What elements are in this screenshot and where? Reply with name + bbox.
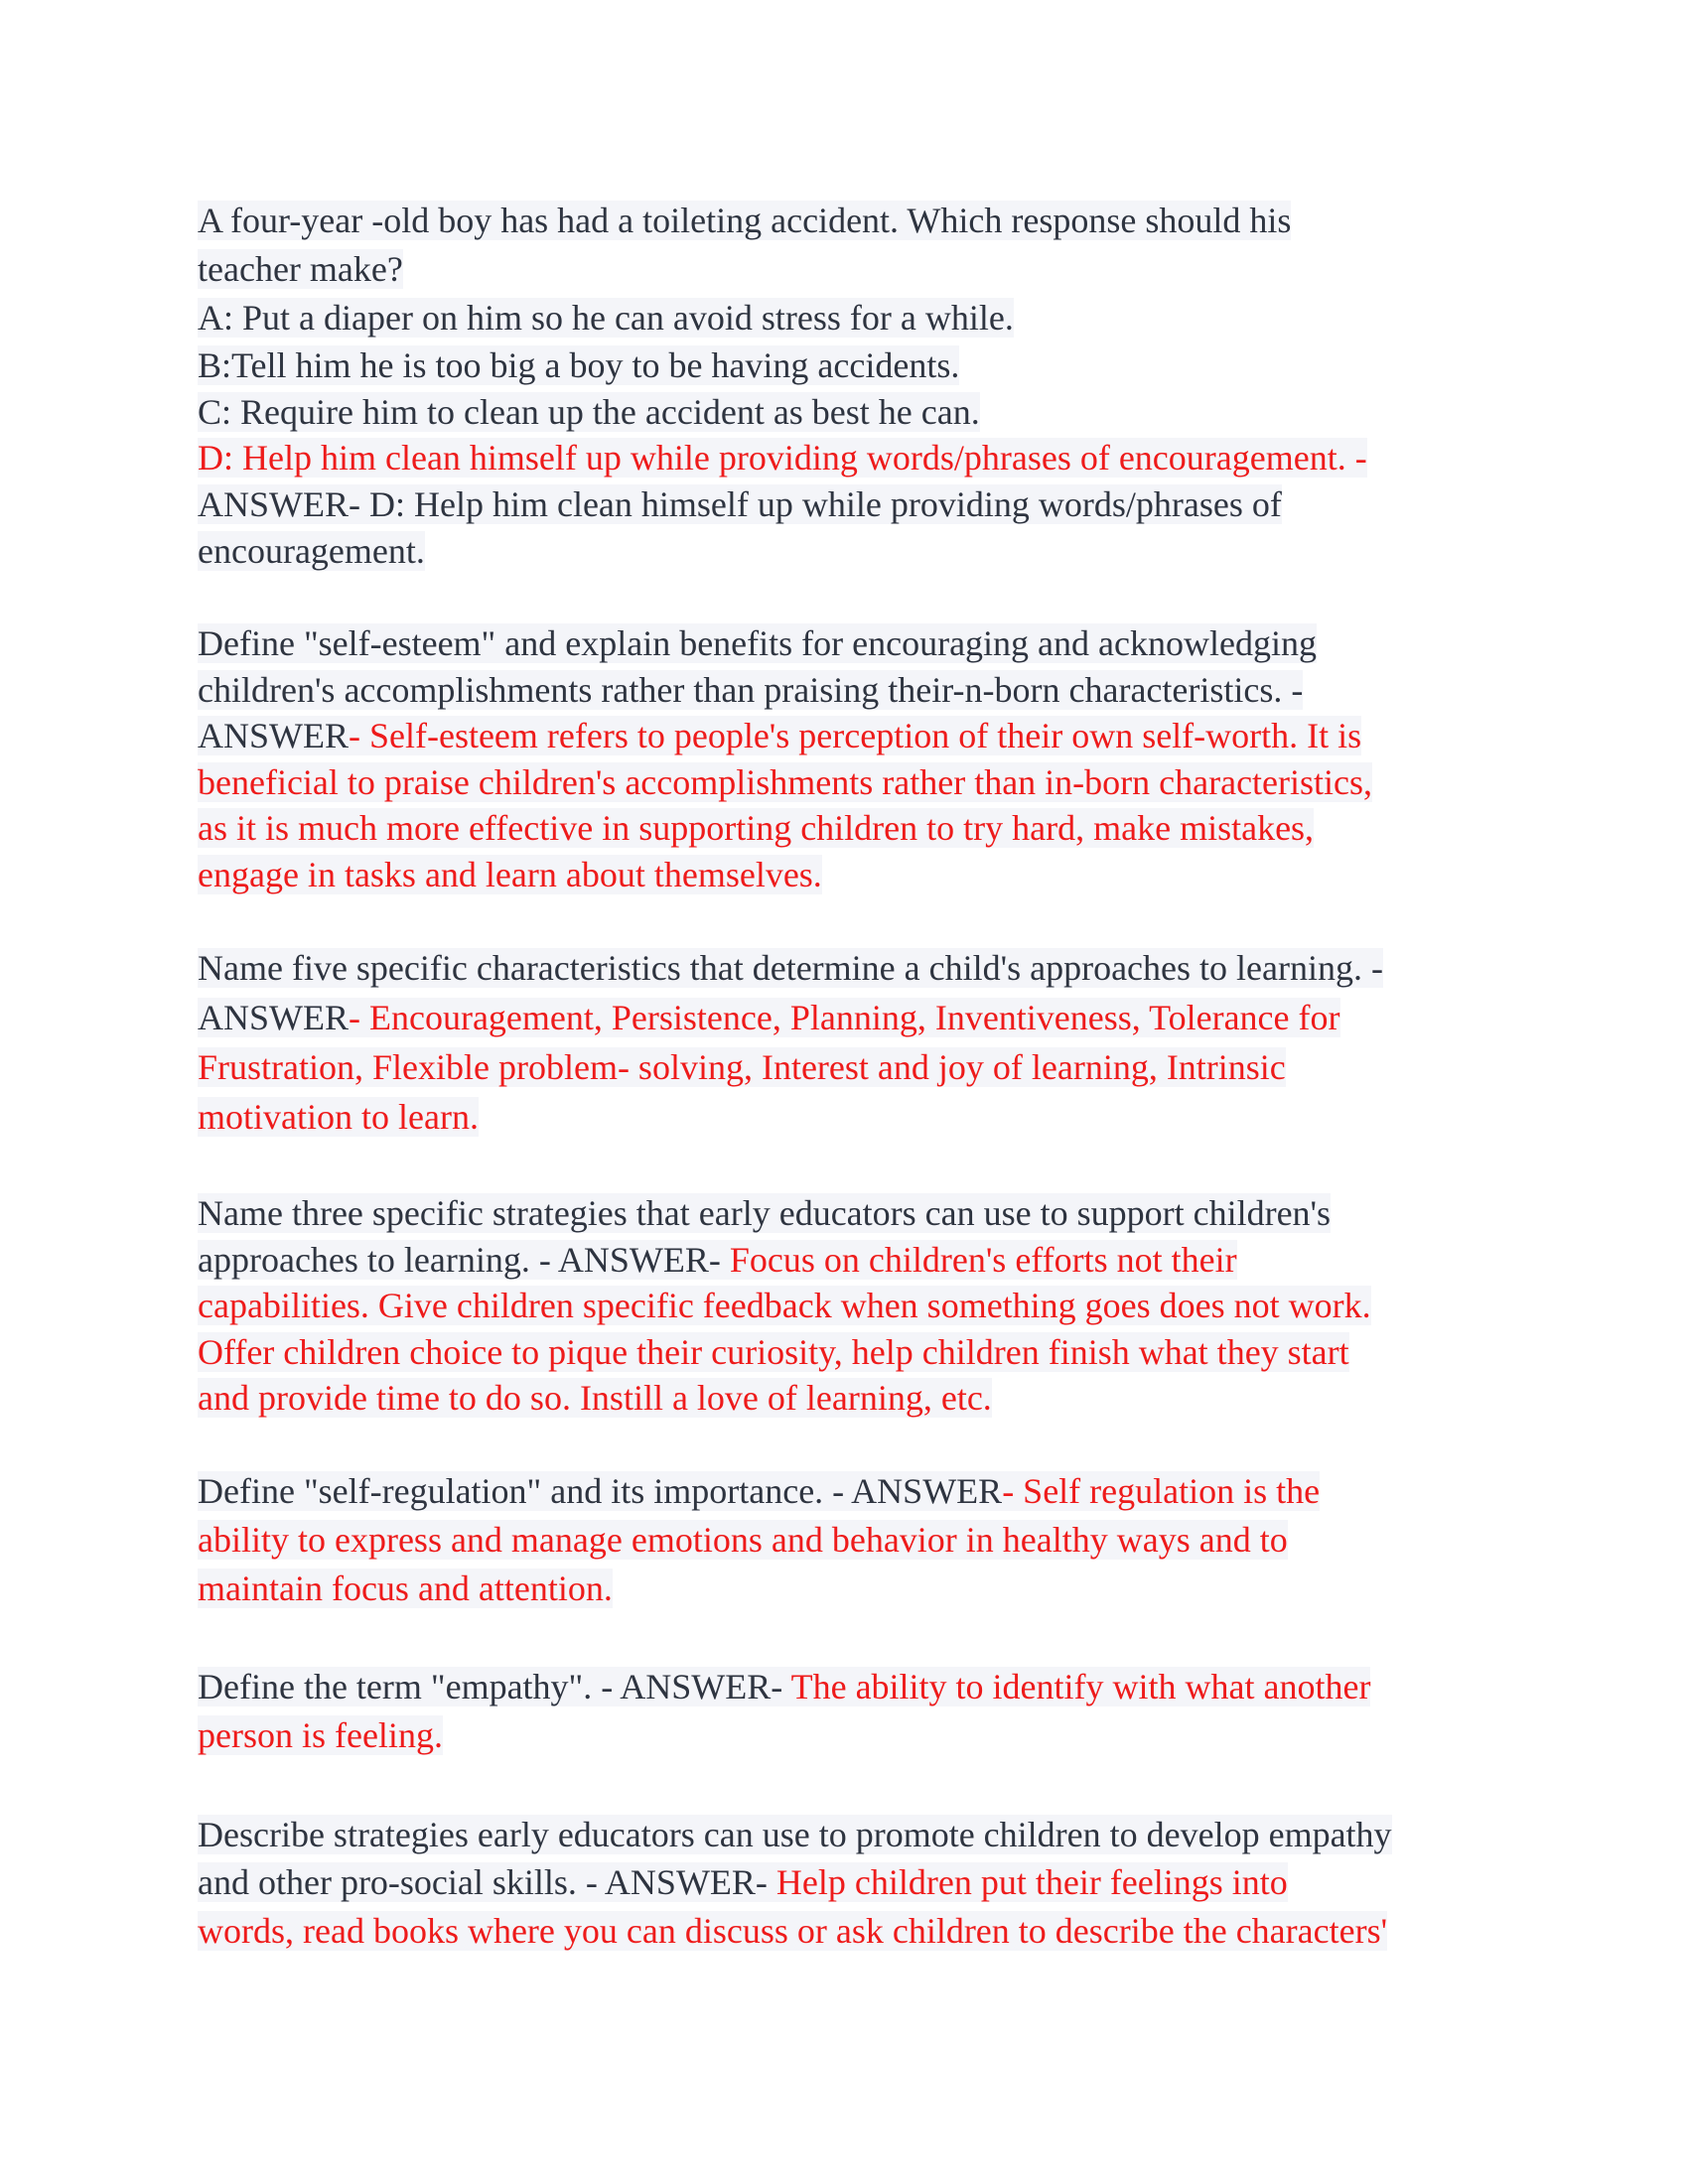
q5-question-text: Define "self-regulation" and its importance. - ANSWER (198, 1471, 1003, 1511)
q1-option-c (198, 388, 980, 436)
q6-line-2 (198, 1711, 443, 1759)
q1-question-text: A four-year -old boy has had a toileting accident. Which response should his (198, 201, 1292, 240)
q2-line-2 (198, 666, 1303, 714)
q4-answer-text: Focus on children's efforts not their (729, 1240, 1237, 1280)
q4-line-3 (198, 1282, 1371, 1329)
q2-answer-label: ANSWER (198, 716, 349, 755)
q6-line-1 (198, 1663, 1370, 1710)
q3-line-1 (198, 944, 1383, 992)
q1-answer-line-1 (198, 480, 1282, 528)
q1-option-d (198, 434, 1367, 481)
q5-line-1 (198, 1467, 1320, 1515)
q7-line-2 (198, 1858, 1288, 1906)
q2-answer-text-cont: beneficial to praise children's accomplishments rather than in-born characteristics, (198, 762, 1373, 802)
q4-answer-text-cont: and provide time to do so. Instill a love of learning, etc. (198, 1378, 992, 1418)
q5-answer-text: - Self regulation is the (1002, 1471, 1321, 1511)
q2-line-4 (198, 758, 1372, 806)
q5-line-3 (198, 1565, 613, 1612)
q2-question-text-cont: children's accomplishments rather than praising their-n-born characteristics. - (198, 670, 1304, 710)
q6-question-text: Define the term "empathy". - ANSWER- (198, 1667, 791, 1706)
q2-line-6 (198, 851, 822, 898)
q3-answer-text-cont: Frustration, Flexible problem- solving, Interest and joy of learning, Intrinsic (198, 1047, 1286, 1087)
q1-line-1 (198, 197, 1291, 244)
q3-line-2 (198, 994, 1340, 1041)
q1-option-a (198, 294, 1014, 341)
q3-answer-label: ANSWER (198, 998, 349, 1037)
q7-answer-label: and other pro-social skills. - ANSWER- (198, 1862, 776, 1902)
q1-question-text-cont: teacher make? (198, 249, 403, 289)
q1-answer-text: ANSWER- D: Help him clean himself up while providing words/phrases of (198, 484, 1282, 524)
q3-question-text: Name five specific characteristics that determine a child's approaches to learning. - (198, 948, 1383, 988)
q3-answer-text: - Encouragement, Persistence, Planning, Inventiveness, Tolerance for (349, 998, 1340, 1037)
q4-line-2 (198, 1236, 1237, 1284)
q4-line-5 (198, 1374, 992, 1422)
q1-line-2 (198, 245, 403, 293)
q1-answer-line-2 (198, 527, 425, 575)
q1-option-b-text: B:Tell him he is too big a boy to be having accidents. (198, 345, 960, 385)
q1-option-d-text: D: Help him clean himself up while providing words/phrases of encouragement. - (198, 438, 1367, 478)
q7-line-3 (198, 1907, 1387, 1955)
q4-answer-label: approaches to learning. - ANSWER- (198, 1240, 730, 1280)
q7-answer-text-cont: words, read books where you can discuss or ask children to describe the characters' (198, 1911, 1388, 1951)
q2-question-text: Define "self-esteem" and explain benefits for encouraging and acknowledging (198, 623, 1317, 663)
q2-answer-text-cont: as it is much more effective in supporting children to try hard, make mistakes, (198, 808, 1315, 848)
q2-answer-text: - Self-esteem refers to people's perception of their own self-worth. It is (349, 716, 1362, 755)
q5-line-2 (198, 1516, 1288, 1564)
q5-answer-text-cont: ability to express and manage emotions and behavior in healthy ways and to (198, 1520, 1288, 1560)
q7-question-text: Describe strategies early educators can use to promote children to develop empathy (198, 1815, 1392, 1854)
q2-line-5 (198, 804, 1314, 852)
q1-answer-text-cont: encouragement. (198, 531, 425, 571)
q6-answer-text-cont: person is feeling. (198, 1715, 443, 1755)
q4-question-text: Name three specific strategies that early educators can use to support children's (198, 1193, 1332, 1233)
q7-line-1 (198, 1811, 1392, 1858)
q2-line-1 (198, 619, 1317, 667)
q1-option-b (198, 341, 959, 389)
q2-answer-text-cont: engage in tasks and learn about themselves. (198, 855, 822, 894)
q7-answer-text: Help children put their feelings into (775, 1862, 1288, 1902)
q1-option-c-text: C: Require him to clean up the accident as best he can. (198, 392, 980, 432)
q3-answer-text-cont: motivation to learn. (198, 1097, 479, 1137)
q1-option-a-text: A: Put a diaper on him so he can avoid stress for a while. (198, 298, 1014, 338)
q4-answer-text-cont: capabilities. Give children specific feedback when something goes does not work. (198, 1286, 1371, 1325)
q4-line-1 (198, 1189, 1331, 1237)
q6-answer-text: The ability to identify with what another (790, 1667, 1371, 1706)
q3-line-4 (198, 1093, 479, 1141)
q4-answer-text-cont: Offer children choice to pique their curiosity, help children finish what they start (198, 1332, 1349, 1372)
q5-answer-text-cont: maintain focus and attention. (198, 1569, 613, 1608)
q2-line-3 (198, 712, 1361, 759)
q3-line-3 (198, 1043, 1286, 1091)
q4-line-4 (198, 1328, 1349, 1376)
